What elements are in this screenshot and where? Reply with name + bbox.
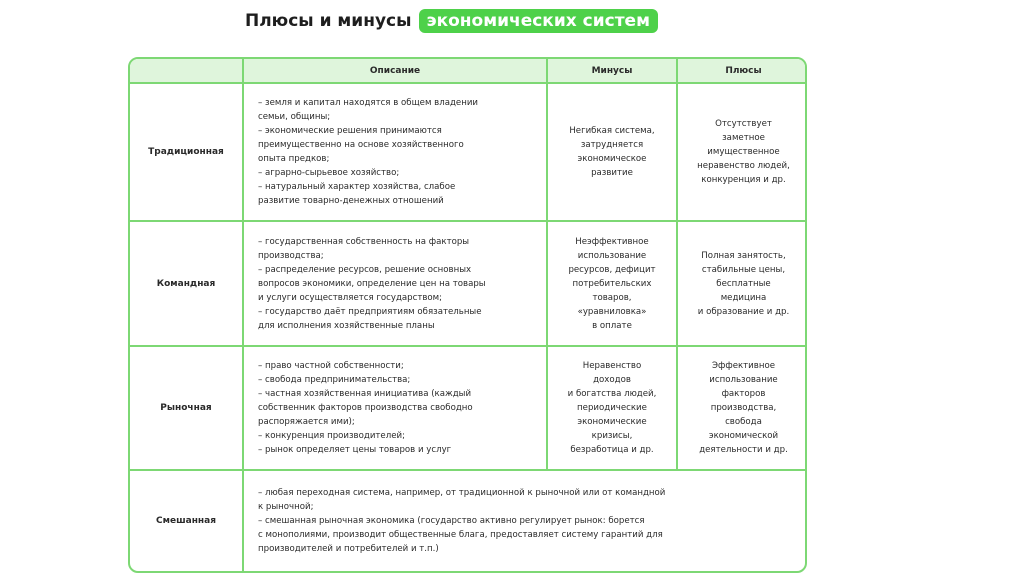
text-line: – свобода предпринимательства; <box>258 375 411 385</box>
table-row <box>130 346 807 470</box>
text-line: производства, <box>710 403 777 413</box>
text-line: стабильные цены, <box>701 264 786 275</box>
text-line: к рыночной; <box>258 502 314 512</box>
system-minuses <box>547 221 677 346</box>
header-empty <box>130 59 243 83</box>
text-line: распоряжается ими); <box>258 417 355 427</box>
system-description <box>243 346 547 470</box>
text-line: ресурсов, дефицит <box>568 264 656 275</box>
title-highlight: экономических систем <box>419 9 658 33</box>
text-line: затрудняется <box>580 140 644 150</box>
system-description <box>243 221 547 346</box>
text-line: использование <box>709 375 778 385</box>
text-line: неравенство людей, <box>697 161 790 171</box>
text-line: использование <box>577 250 647 261</box>
text-line: производства; <box>258 250 324 261</box>
header-minuses: Минусы <box>547 59 677 83</box>
text-line: деятельности и др. <box>699 445 788 455</box>
text-line: – экономические решения принимаются <box>258 126 442 136</box>
text-line: и услуги осуществляется государством; <box>258 292 443 303</box>
system-pluses <box>677 83 807 221</box>
text-line: и богатства людей, <box>567 389 657 399</box>
text-line: Отсутствует <box>715 119 772 129</box>
text-line: развитие <box>591 168 633 178</box>
table-row <box>130 83 807 221</box>
text-line: с монополиями, производит общественные блага, предоставляет систему гарантий для <box>258 530 663 540</box>
system-type: Традиционная <box>130 83 243 221</box>
text-line: – право частной собственности; <box>258 361 404 371</box>
text-line: заметное <box>722 133 765 143</box>
header-pluses: Плюсы <box>677 59 807 83</box>
text-line: потребительских <box>572 278 652 289</box>
text-line: товаров, <box>592 292 632 303</box>
text-line: кризисы, <box>591 431 633 441</box>
text-line: – частная хозяйственная инициатива (каждый <box>258 389 472 399</box>
text-line: Полная занятость, <box>701 250 786 261</box>
system-type: Рыночная <box>130 346 243 470</box>
text-line: имущественное <box>707 147 780 157</box>
text-line: для исполнения хозяйственные планы <box>258 320 435 331</box>
text-line: – конкуренция производителей; <box>258 431 405 441</box>
page-title <box>245 8 658 34</box>
system-minuses <box>547 346 677 470</box>
text-line: вопросов экономики, определение цен на товары <box>258 278 486 289</box>
system-description <box>243 470 807 571</box>
text-line: в оплате <box>592 320 632 331</box>
system-description <box>243 83 547 221</box>
text-line: экономические <box>577 417 647 427</box>
text-line: – любая переходная система, например, от традиционной к рыночной или от командной <box>258 488 666 498</box>
text-line: – натуральный характер хозяйства, слабое <box>258 182 456 192</box>
text-line: свобода <box>725 417 762 427</box>
text-line: преимущественно на основе хозяйственного <box>258 140 464 150</box>
text-line: Неэффективное <box>575 236 649 247</box>
text-line: периодические <box>577 403 647 413</box>
system-pluses <box>677 221 807 346</box>
text-line: и образование и др. <box>697 306 790 317</box>
text-line: собственник факторов производства свободно <box>258 403 473 413</box>
text-line: «уравниловка» <box>577 306 647 317</box>
text-line: – распределение ресурсов, решение основных <box>258 264 472 275</box>
text-line: Негибкая система, <box>569 126 655 136</box>
text-line: – земля и капитал находятся в общем владении <box>258 98 479 108</box>
text-line: Эффективное <box>712 361 775 371</box>
system-type: Командная <box>130 221 243 346</box>
table-row <box>130 470 807 571</box>
text-line: экономической <box>708 431 779 441</box>
text-line: опыта предков; <box>258 154 330 164</box>
text-line: – смешанная рыночная экономика (государство активно регулирует рынок: борется <box>258 516 645 526</box>
text-line: экономическое <box>577 154 647 164</box>
text-line: медицина <box>720 292 767 303</box>
text-line: бесплатные <box>716 278 771 289</box>
text-line: производителей и потребителей и т.п.) <box>258 544 439 554</box>
economic-systems-table <box>128 57 807 573</box>
text-line: развитие товарно-денежных отношений <box>258 196 444 206</box>
table-row <box>130 221 807 346</box>
system-type: Смешанная <box>130 470 243 571</box>
text-line: – аграрно-сырьевое хозяйство; <box>258 168 400 178</box>
table-header-row <box>130 59 807 83</box>
header-description: Описание <box>243 59 547 83</box>
system-pluses <box>677 346 807 470</box>
text-line: Неравенство <box>582 361 642 371</box>
text-line: безработица и др. <box>570 445 654 455</box>
text-line: конкуренция и др. <box>701 175 786 185</box>
text-line: доходов <box>593 375 631 385</box>
text-line: семьи, общины; <box>258 112 331 122</box>
title-plain: Плюсы и минусы <box>245 11 412 31</box>
text-line: – государственная собственность на факторы <box>258 236 470 247</box>
text-line: – рынок определяет цены товаров и услуг <box>258 445 452 455</box>
text-line: факторов <box>721 389 766 399</box>
system-minuses <box>547 83 677 221</box>
text-line: – государство даёт предприятиям обязательные <box>258 306 482 317</box>
